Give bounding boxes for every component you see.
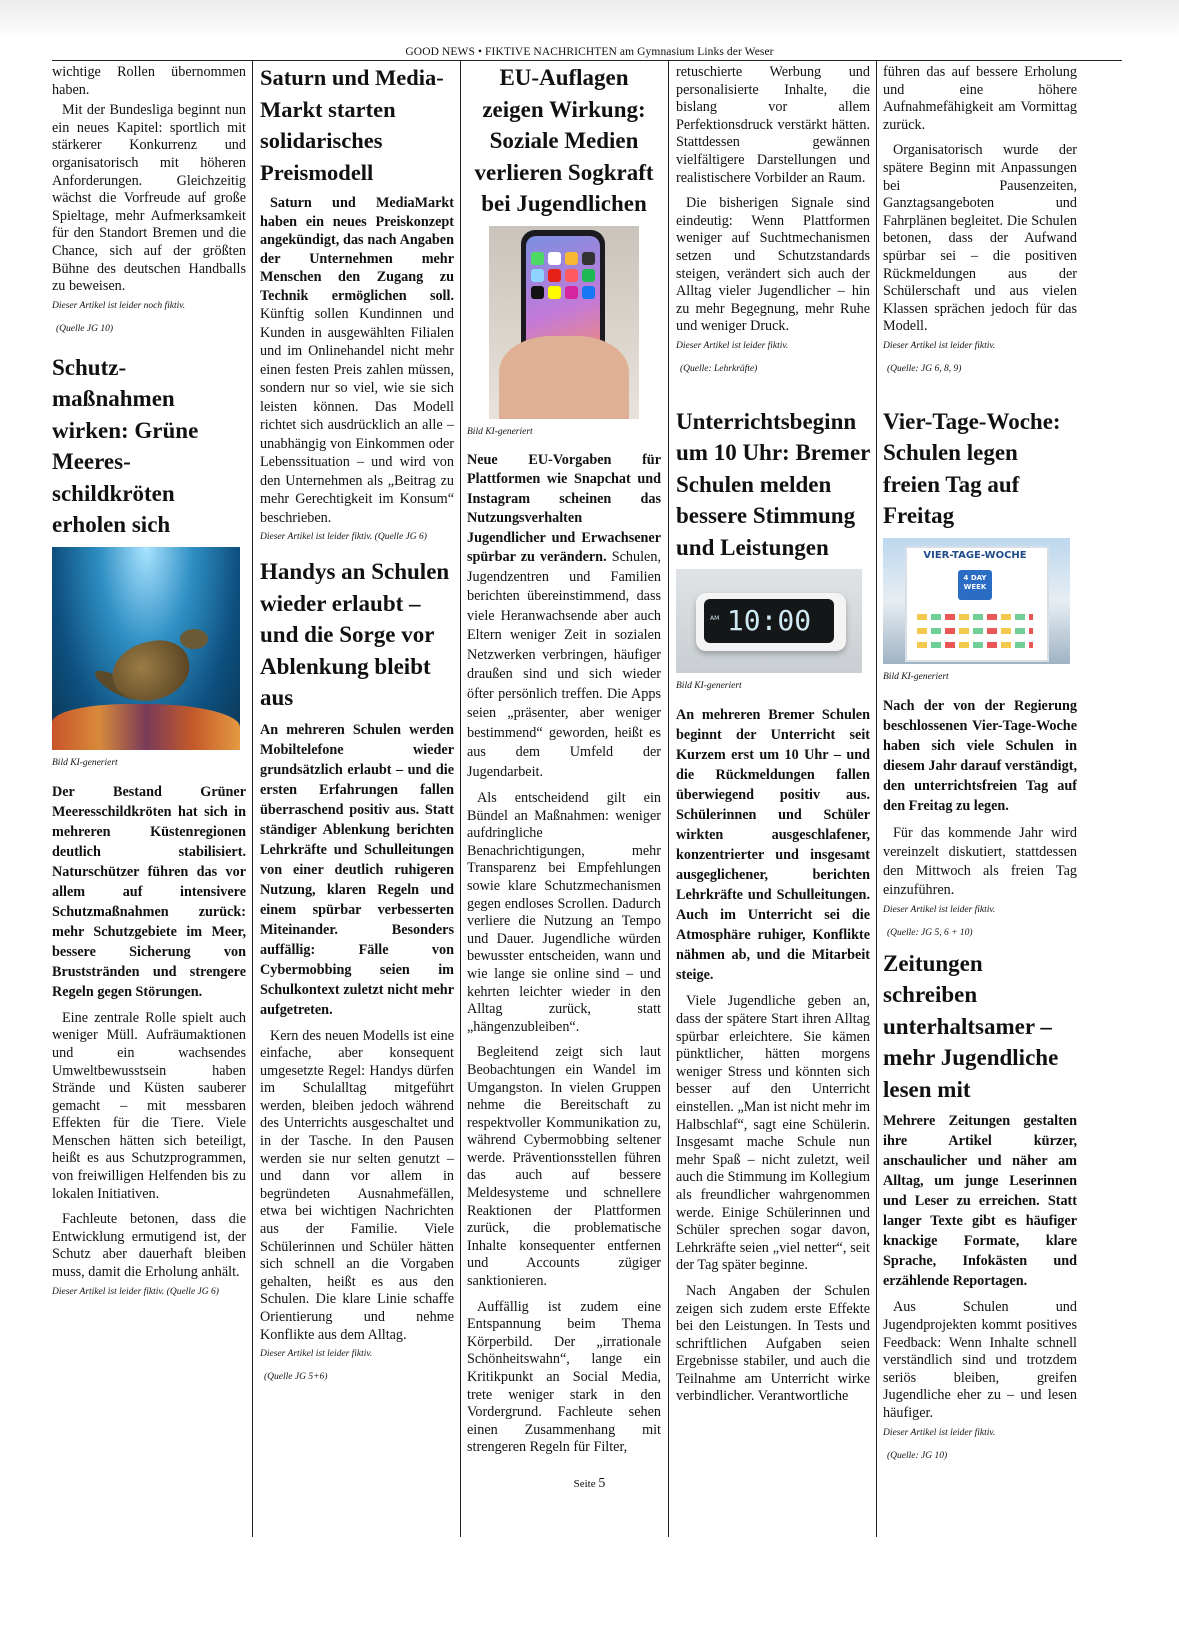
body-text: Künftig sollen Kundinnen und Kunden in ausgewählten Filialen und im Onlinehandel nicht mehr einen festen Preis zahlen müssen, sondern nur so viel, wie sie sich leisten können. Das Modell richtet sich ausdrücklich an alle – unabhängig von Einkommen oder Lebenssituation – und wird von den Unternehmen als „Beitrag zu mehr Gerechtigkeit im Konsum“ beschrieben. <box>260 306 454 526</box>
top-shade <box>0 0 1179 40</box>
article-text: retuschierte Werbung und personalisierte Inhalte, die bislang vor allem Perfektionsdruck verstärkt hätten. Stattdessen gewännen vielfältigere Darstellungen und realistischere Vorbilder an Raum. <box>676 64 870 186</box>
article-text: Organisatorisch wurde der spätere Beginn mit Anpassungen bei Pausenzeiten, Ganztagsangeboten und Fahrplänen begleitet. Die Schulen betonen, dass der Aufwand spürbar sei – die positiven Rückmeldungen aus der Schülerschaft und aus vielen Klassen sprächen jedoch für das Modell. <box>883 142 1077 335</box>
image-caption: Bild KI-generiert <box>467 426 533 437</box>
fiction-note: Dieser Artikel ist leider fiktiv. <box>260 1349 373 1360</box>
article-text: Auffällig ist zudem eine Entspannung beim Thema Körperbild. Der „irrationale Schönheitswahn“, lange ein Kritikpunkt an Social Media, trete weniger stark in den Vordergrund. Fachleute sehen einen Zusammenhang mit strengeren Regeln für Filter, <box>467 1298 661 1456</box>
fiction-note: Dieser Artikel ist leider fiktiv. <box>883 340 996 351</box>
article-text: Eine zentrale Rolle spielt auch weniger Müll. Aufräumaktionen und ein wachsendes Umweltbewusstsein haben Strände und Küsten sauberer gemacht – mit messbaren Effekten für die Tiere. Viele Menschen hätten sich beteiligt, heißt es aus Schutzprogrammen, von freiwilligen Helfenden bis zu lokalen Initiativen. <box>52 1009 246 1202</box>
lead-text: Neue EU-Vorgaben für Plattformen wie Snapchat und Instagram scheinen das Nutzungsverhalten Jugendlicher und Erwachsener spürbar zu verändern. <box>467 451 661 565</box>
fiction-note: Dieser Artikel ist leider fiktiv. <box>676 340 789 351</box>
headline-eu: EU-Auflagen zeigen Wirkung: Soziale Medien verlieren Sogkraft bei Jugendlichen <box>474 65 654 216</box>
source-note: (Quelle: JG 6, 8, 9) <box>887 363 962 374</box>
headline-unterricht: Unterrichtsbeginn um 10 Uhr: Bremer Schulen melden bessere Stimmung und Leistungen <box>676 408 870 560</box>
clock-display: 10:00 <box>704 599 834 643</box>
source-note: (Quelle: Lehrkräfte) <box>680 363 758 374</box>
fiction-note: Dieser Artikel ist leider fiktiv. <box>883 904 996 915</box>
column-divider <box>668 61 669 1537</box>
alarm-clock-image <box>676 569 862 673</box>
article-lead: Nach der von der Regierung beschlossenen Vier-Tage-Woche haben sich viele Schulen in diesem Jahr darauf verständigt, den unterrichtsfreien Tag auf den Freitag zu legen. <box>883 697 1077 814</box>
body-text: Schulen, Jugendzentren und Familien berichten übereinstimmend, dass viele Heranwachsende aber auch Eltern weniger Zeit in sozialen Netzwerken verbringen, häufiger draußen sind und sich wieder öfter persönlich treffen. Die Apps seien „präsenter, aber weniger bestimmend“ geworden, heißt es aus dem Umfeld der Jugendarbeit. <box>467 549 661 780</box>
article-text: Für das kommende Jahr wird vereinzelt diskutiert, stattdessen den Mittwoch als freien Tag einzuführen. <box>883 824 1077 898</box>
smartphone-image <box>489 226 639 419</box>
clock-ampm: AM <box>710 615 720 623</box>
headline-turtles: Schutz-maßnahmen wirken: Grüne Meeres-schildkröten erholen sich <box>52 354 199 538</box>
article-text: Kern des neuen Modells ist eine einfache, aber konsequent umgesetzte Regel: Handys dürfen im Schulalltag mitgeführt werden, bleiben jedoch während des Unterrichts ausgeschaltet und in der Tasche. In den Pausen werden sie nur selten genutzt – und dann vor allem in begründeten Ausnahmefällen, etwa bei wichtigen Nachrichten aus der Familie. Viele Schülerinnen und Schüler hätten sich schnell an die Vorgaben gehalten, heißt es aus den Schulen. Die klare Linie schaffe Orientierung und nehme Konflikte aus dem Alltag. <box>260 1027 454 1343</box>
page-number <box>0 1476 1179 1492</box>
article-lead <box>260 194 454 527</box>
article-text: Begleitend zeigt sich laut Beobachtungen ein Wandel im Umgangston. In vielen Gruppen nehme die Bereitschaft zu respektvoller Kommunikation zu, während Cybermobbing seltener werde. Präventionsstellen führen das auch auf bessere Meldesysteme und schnellere Reaktionen der Plattformen zurück, die problematische Inhalte konsequenter entfernen und Accounts zügiger sanktionieren. <box>467 1044 661 1290</box>
article-text: Fachleute betonen, dass die Entwicklung ermutigend ist, der Schutz aber dauerhaft bleiben muss, damit die Erholung anhält. <box>52 1211 246 1281</box>
article-lead: An mehreren Bremer Schulen beginnt der Unterricht seit Kurzem erst um 10 Uhr – und die Rückmeldungen fallen überwiegend positiv aus. Schülerinnen und Schüler wirkten ausgeschlafener, konzentrierter und insgesamt ausgeglichener, berichten Lehrkräfte und Schulleitungen. Auch im Unterricht sei die Atmosphäre ruhiger, Konflikte nähmen ab, und die Mitarbeit steige. <box>676 707 870 984</box>
source-note: (Quelle JG 10) <box>56 323 113 334</box>
source-note: (Quelle: JG 10) <box>887 1450 948 1461</box>
article-text: Als entscheidend gilt ein Bündel an Maßnahmen: weniger aufdringliche Benachrichtigungen, mehr Transparenz bei Empfehlungen sowie klare Schutzmechanismen gegen endloses Scrollen. Dadurch verliere die Nutzung an Tempo und Dauer. Jugendliche würden bewusster entscheiden, wann und wie lange sie online sind – und kehrten leichter wieder in den Alltag zurück, statt „hängenzubleiben“. <box>467 790 661 1035</box>
fiction-note: Dieser Artikel ist leider noch fiktiv. <box>52 300 186 311</box>
column-3 <box>467 64 661 1457</box>
source-note: (Quelle JG 5+6) <box>264 1372 328 1383</box>
article-lead: Mehrere Zeitungen gestalten ihre Artikel kürzer, anschaulicher und näher am Alltag, um junge Leserinnen und Leser zu erreichen. Statt langer Texte gibt es häufiger knackige Formate, klare Sprache, Infokästen und erzählende Reportagen. <box>883 1113 1077 1290</box>
headline-handys: Handys an Schulen wieder erlaubt – und die Sorge vor Ablenkung bleibt aus <box>260 559 450 710</box>
four-day-week-image <box>883 538 1070 664</box>
image-caption: Bild KI-generiert <box>676 681 742 692</box>
page-number-value: 5 <box>598 1476 606 1491</box>
column-divider <box>460 61 461 1537</box>
column-1 <box>52 64 246 1299</box>
fiction-note: Dieser Artikel ist leider fiktiv. (Quelle JG 6) <box>52 1286 219 1297</box>
column-2 <box>260 64 454 1384</box>
article-text: Die bisherigen Signale sind eindeutig: Wenn Plattformen weniger auf Suchtmechanismen setzen und Schutzstandards steigen, verändert sich auch der Alltag vieler Jugendlicher – hin zu mehr Begegnung, mehr Ruhe und weniger Druck. <box>676 195 870 335</box>
lead-text: Saturn und MediaMarkt haben ein neues Preiskonzept angekündigt, das nach Angaben der Unternehmen mehr Menschen den Zugang zu Technik ermöglichen soll. <box>260 195 454 304</box>
article-text: wichtige Rollen übernommen haben. <box>52 64 246 98</box>
article-text: führen das auf bessere Erholung und eine höhere Aufnahmefähigkeit am Vormittag zurück. <box>883 64 1077 133</box>
column-divider <box>252 61 253 1537</box>
source-note: (Quelle: JG 5, 6 + 10) <box>887 927 973 938</box>
article-lead <box>467 451 661 783</box>
column-5 <box>883 64 1077 1463</box>
headline-vier-tage-woche: Vier-Tage-Woche: Schulen legen freien Tag auf Freitag <box>883 408 1061 529</box>
column-divider <box>876 61 877 1537</box>
image-caption: Bild KI-generiert <box>52 757 118 768</box>
article-lead: Der Bestand Grüner Meeresschildkröten hat sich in mehreren Küstenregionen deutlich stabilisiert. Naturschützer führen das vor allem auf intensivere Schutzmaßnahmen zurück: mehr Schutzgebiete im Meer, bessere Sicherung von Bruststränden und strengere Regeln gegen Störungen. <box>52 783 246 1000</box>
image-caption: Bild KI-generiert <box>883 671 949 682</box>
image-title: VIER-TAGE-WOCHE <box>923 549 1027 561</box>
page-label: Seite <box>573 1478 596 1490</box>
fiction-note: Dieser Artikel ist leider fiktiv. (Quelle JG 6) <box>260 532 427 542</box>
article-text: Nach Angaben der Schulen zeigen sich zudem erste Effekte bei den Leistungen. In Tests und schriftlichen Aufgaben seien Ergebnisse stabiler, und auch die Teilnahme am Unterricht wirke verbindlicher. Verantwortliche <box>676 1282 870 1405</box>
turtle-image <box>52 547 240 750</box>
headline-saturn: Saturn und Media-Markt starten solidarisches Preismodell <box>260 65 444 185</box>
article-text: Aus Schulen und Jugendprojekten kommt positives Feedback: Wenn Inhalte schnell verständlich sind und trotzdem seriös bleiben, greifen Jugendliche eher zu – und lesen häufiger. <box>883 1299 1077 1421</box>
fiction-note: Dieser Artikel ist leider fiktiv. <box>883 1427 996 1438</box>
article-text: Mit der Bundesliga beginnt nun ein neues Kapitel: sportlich mit stärkerer Konkurrenz und organisatorisch mit höheren Anforderungen. Gleichzeitig wächst die Vorfreude auf große Spieltage, mehr Aufmerksamkeit für den Standort Bremen und die Chance, sich auf der größten Bühne des deutschen Handballs zu beweisen. <box>52 102 246 295</box>
column-4 <box>676 64 870 1406</box>
calendar-badge: 4 DAY WEEK <box>958 570 992 600</box>
headline-zeitungen: Zeitungen schreiben unterhaltsamer – mehr Jugendliche lesen mit <box>883 950 1059 1102</box>
article-lead: An mehreren Schulen werden Mobiltelefone wieder grundsätzlich erlaubt – und die ersten Erfahrungen fallen überraschend positiv aus. Statt ständiger Ablenkung berichten Lehrkräfte und Schulleitungen von einer deutlich ruhigeren Nutzung, klaren Regeln und einem spürbar verbesserten Miteinander. Besonders auffällig: Fälle von Cybermobbing seien im Schulkontext zuletzt nicht mehr aufgetreten. <box>260 721 454 1018</box>
article-text: Viele Jugendliche geben an, dass der spätere Start ihren Alltag spürbar erleichtere. Sie kämen pünktlicher, hätten morgens weniger Stress und könnten sich besser auf den Unterricht einstellen. „Man ist nicht mehr im Halbschlaf“, sagt eine Schülerin. Insgesamt mache Schule nun mehr Spaß – nicht zuletzt, weil auch die Stimmung im Kollegium als freundlicher wahrgenommen werde. Einige Schülerinnen und Schüler sprechen sogar davon, Lehrkräfte seien „viel netter“, seit der Tag später beginne. <box>676 993 870 1274</box>
masthead-rule <box>52 60 1122 61</box>
masthead: GOOD NEWS • FIKTIVE NACHRICHTEN am Gymnasium Links der Weser <box>405 46 774 58</box>
